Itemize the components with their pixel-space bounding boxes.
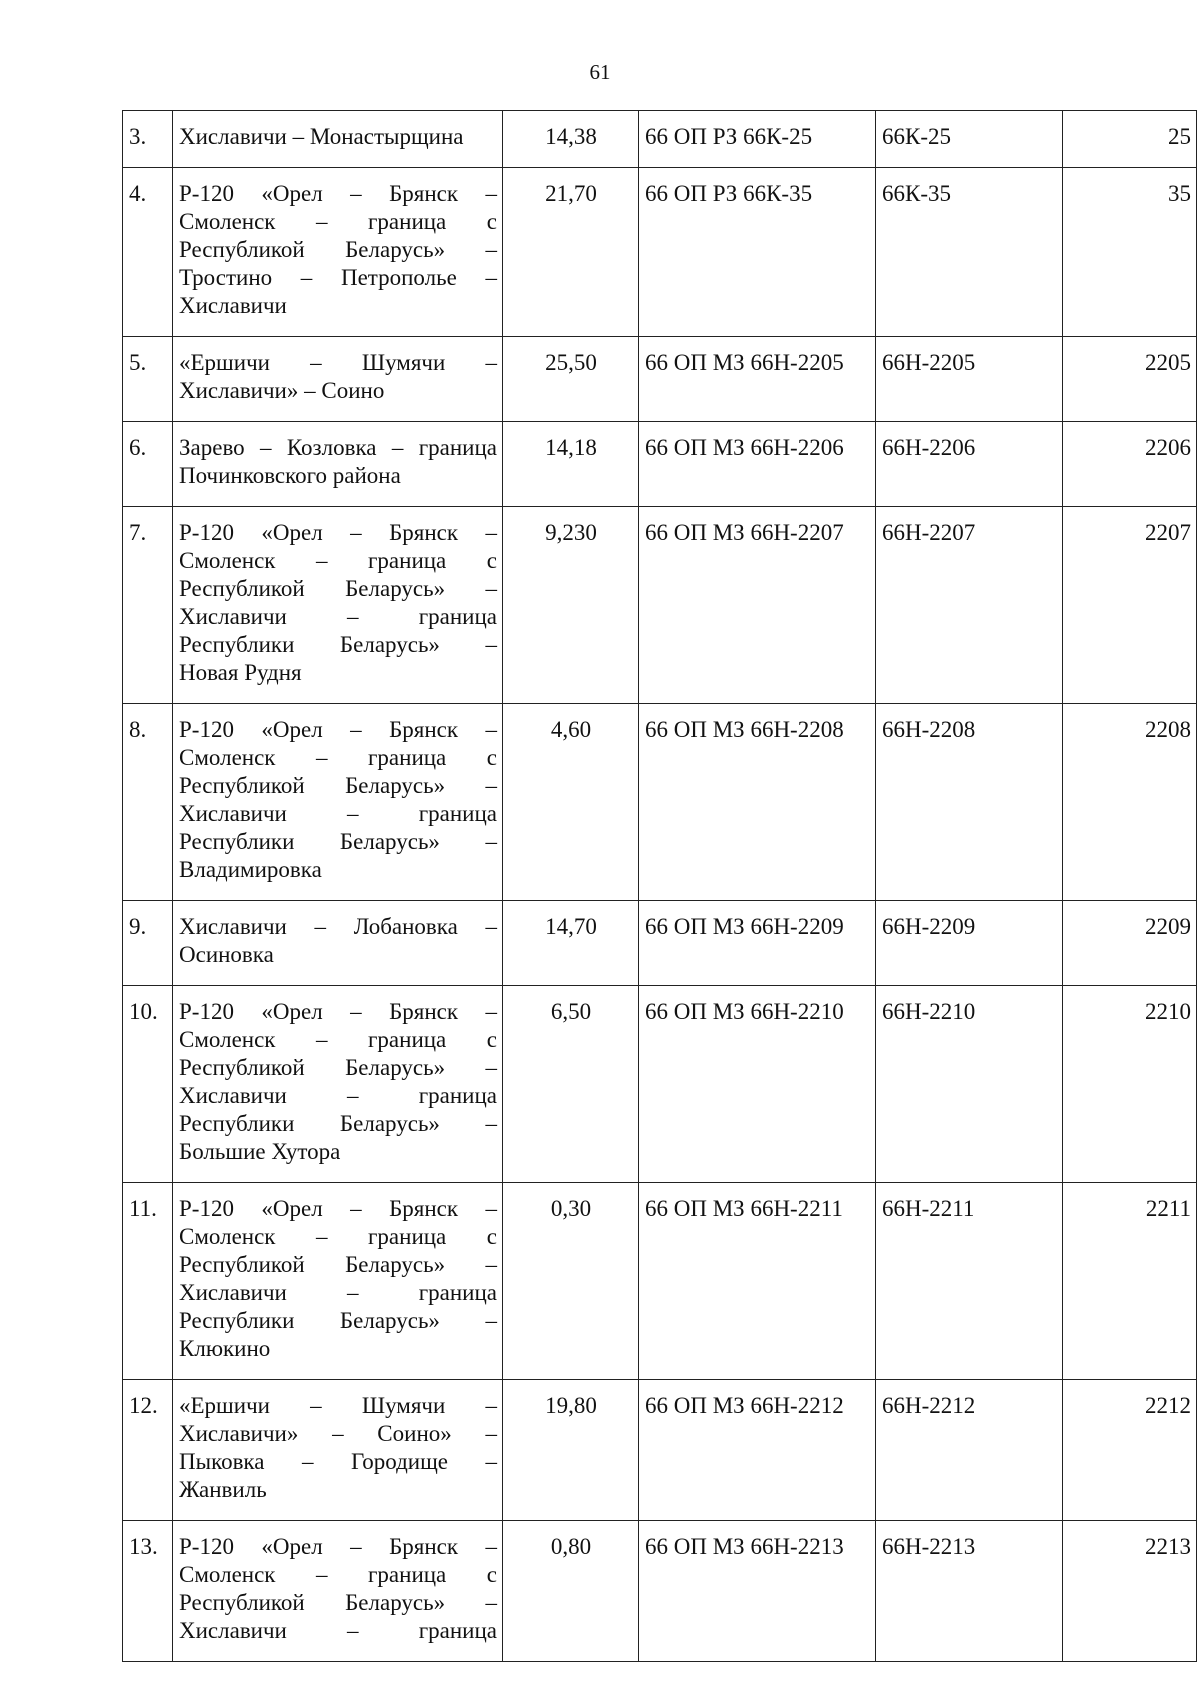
road-id-cell: 66 ОП МЗ 66Н-2212 (639, 1380, 876, 1521)
row-number-cell: 7. (123, 507, 173, 704)
road-name-cell (173, 986, 503, 1183)
road-code-cell: 2213 (1063, 1521, 1197, 1662)
road-name-line: Хиславичи – граница (179, 1618, 497, 1643)
road-name-line: Хиславичи – Монастырщина (179, 124, 464, 149)
road-length-cell: 14,18 (503, 422, 639, 507)
road-name-line: Хиславичи – граница (179, 604, 497, 629)
table-row (123, 422, 1197, 507)
table-row (123, 1380, 1197, 1521)
row-number-cell: 10. (123, 986, 173, 1183)
table-row (123, 986, 1197, 1183)
road-name-line: «Ершичи – Шумячи – (179, 350, 497, 375)
road-name-line: Смоленск – граница с (179, 209, 497, 234)
row-number-cell: 12. (123, 1380, 173, 1521)
row-number-cell: 11. (123, 1183, 173, 1380)
row-number-cell: 8. (123, 704, 173, 901)
road-short-id-cell: 66Н-2213 (876, 1521, 1063, 1662)
road-length-cell: 0,30 (503, 1183, 639, 1380)
road-short-id-cell: 66Н-2211 (876, 1183, 1063, 1380)
road-id-cell: 66 ОП МЗ 66Н-2211 (639, 1183, 876, 1380)
road-name-line: Смоленск – граница с (179, 1562, 497, 1587)
road-length-cell: 25,50 (503, 337, 639, 422)
row-number-cell: 5. (123, 337, 173, 422)
road-name-cell (173, 507, 503, 704)
road-name-line: Р-120 «Орел – Брянск – (179, 181, 497, 206)
road-name-line: «Ершичи – Шумячи – (179, 1393, 497, 1418)
row-number-cell: 4. (123, 168, 173, 337)
road-name-line: Республикой Беларусь» – (179, 1055, 497, 1080)
road-name-line: Республикой Беларусь» – (179, 576, 497, 601)
road-name-cell (173, 1380, 503, 1521)
road-name-line: Жанвиль (179, 1477, 267, 1502)
road-id-cell: 66 ОП РЗ 66К-25 (639, 111, 876, 168)
road-id-cell: 66 ОП МЗ 66Н-2209 (639, 901, 876, 986)
table-row (123, 337, 1197, 422)
road-name-cell (173, 337, 503, 422)
road-id-cell: 66 ОП МЗ 66Н-2208 (639, 704, 876, 901)
road-short-id-cell: 66Н-2207 (876, 507, 1063, 704)
table-row (123, 1521, 1197, 1662)
road-name-cell (173, 1521, 503, 1662)
road-name-line: Новая Рудня (179, 660, 302, 685)
road-code-cell: 2205 (1063, 337, 1197, 422)
road-name-line: Клюкино (179, 1336, 271, 1361)
road-name-line: Республикой Беларусь» – (179, 237, 497, 262)
road-length-cell: 14,70 (503, 901, 639, 986)
road-id-cell: 66 ОП МЗ 66Н-2210 (639, 986, 876, 1183)
road-short-id-cell: 66Н-2208 (876, 704, 1063, 901)
road-short-id-cell: 66К-35 (876, 168, 1063, 337)
road-name-line: Смоленск – граница с (179, 548, 497, 573)
road-id-cell: 66 ОП МЗ 66Н-2205 (639, 337, 876, 422)
road-code-cell: 2209 (1063, 901, 1197, 986)
road-length-cell: 21,70 (503, 168, 639, 337)
road-code-cell: 2212 (1063, 1380, 1197, 1521)
road-short-id-cell: 66Н-2209 (876, 901, 1063, 986)
road-length-cell: 4,60 (503, 704, 639, 901)
road-name-line: Хиславичи» – Соино (179, 378, 385, 403)
road-length-cell: 9,230 (503, 507, 639, 704)
road-name-line: Республики Беларусь» – (179, 1111, 497, 1136)
road-id-cell: 66 ОП РЗ 66К-35 (639, 168, 876, 337)
road-name-line: Р-120 «Орел – Брянск – (179, 717, 497, 742)
road-name-line: Республикой Беларусь» – (179, 1252, 497, 1277)
road-name-cell (173, 422, 503, 507)
road-name-line: Хиславичи (179, 293, 287, 318)
table-row (123, 111, 1197, 168)
roads-table (122, 110, 1197, 1662)
road-name-cell (173, 901, 503, 986)
road-name-line: Хиславичи – граница (179, 801, 497, 826)
row-number-cell: 6. (123, 422, 173, 507)
road-name-line: Смоленск – граница с (179, 1027, 497, 1052)
table-row (123, 168, 1197, 337)
road-id-cell: 66 ОП МЗ 66Н-2207 (639, 507, 876, 704)
road-length-cell: 6,50 (503, 986, 639, 1183)
road-name-line: Хиславичи» – Соино» – (179, 1421, 497, 1446)
road-code-cell: 2210 (1063, 986, 1197, 1183)
road-name-line: Республики Беларусь» – (179, 1308, 497, 1333)
road-name-cell (173, 704, 503, 901)
road-name-line: Р-120 «Орел – Брянск – (179, 999, 497, 1024)
road-code-cell: 35 (1063, 168, 1197, 337)
road-name-line: Хиславичи – граница (179, 1280, 497, 1305)
road-name-line: Тростино – Петрополье – (179, 265, 497, 290)
road-name-cell (173, 168, 503, 337)
road-code-cell: 2208 (1063, 704, 1197, 901)
road-name-line: Пыковка – Городище – (179, 1449, 497, 1474)
road-code-cell: 2211 (1063, 1183, 1197, 1380)
road-length-cell: 14,38 (503, 111, 639, 168)
road-code-cell: 2207 (1063, 507, 1197, 704)
road-name-line: Р-120 «Орел – Брянск – (179, 1534, 497, 1559)
row-number-cell: 9. (123, 901, 173, 986)
table-row (123, 704, 1197, 901)
table-row (123, 1183, 1197, 1380)
road-name-line: Починковского района (179, 463, 401, 488)
road-name-line: Хиславичи – граница (179, 1083, 497, 1108)
road-name-line: Р-120 «Орел – Брянск – (179, 1196, 497, 1221)
road-name-line: Республики Беларусь» – (179, 632, 497, 657)
road-short-id-cell: 66Н-2212 (876, 1380, 1063, 1521)
road-name-cell (173, 1183, 503, 1380)
road-id-cell: 66 ОП МЗ 66Н-2206 (639, 422, 876, 507)
road-name-line: Хиславичи – Лобановка – (179, 914, 497, 939)
road-code-cell: 25 (1063, 111, 1197, 168)
road-name-line: Зарево – Козловка – граница (179, 435, 497, 460)
row-number-cell: 13. (123, 1521, 173, 1662)
road-name-line: Большие Хутора (179, 1139, 341, 1164)
table-row (123, 507, 1197, 704)
page-number: 61 (589, 60, 611, 84)
table-row (123, 901, 1197, 986)
road-code-cell: 2206 (1063, 422, 1197, 507)
road-name-cell (173, 111, 503, 168)
road-length-cell: 0,80 (503, 1521, 639, 1662)
road-name-line: Республикой Беларусь» – (179, 1590, 497, 1615)
road-short-id-cell: 66Н-2210 (876, 986, 1063, 1183)
row-number-cell: 3. (123, 111, 173, 168)
road-name-line: Осиновка (179, 942, 274, 967)
road-name-line: Владимировка (179, 857, 322, 882)
road-short-id-cell: 66Н-2205 (876, 337, 1063, 422)
road-name-line: Республики Беларусь» – (179, 829, 497, 854)
road-name-line: Р-120 «Орел – Брянск – (179, 520, 497, 545)
road-name-line: Республикой Беларусь» – (179, 773, 497, 798)
road-name-line: Смоленск – граница с (179, 745, 497, 770)
road-short-id-cell: 66К-25 (876, 111, 1063, 168)
roads-table-body (123, 111, 1197, 1662)
road-length-cell: 19,80 (503, 1380, 639, 1521)
road-id-cell: 66 ОП МЗ 66Н-2213 (639, 1521, 876, 1662)
road-short-id-cell: 66Н-2206 (876, 422, 1063, 507)
road-name-line: Смоленск – граница с (179, 1224, 497, 1249)
